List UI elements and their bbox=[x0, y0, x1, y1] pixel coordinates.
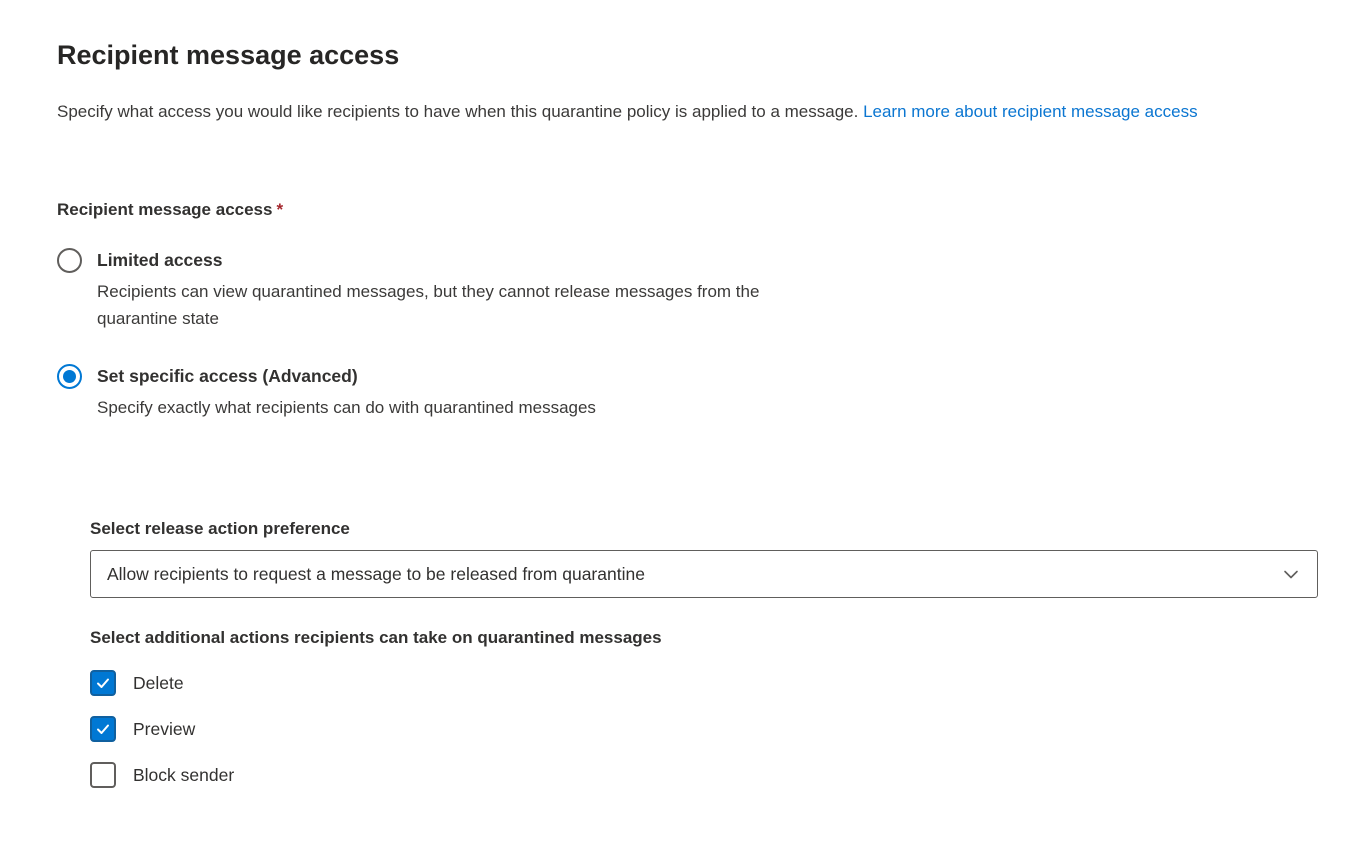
chevron-down-icon bbox=[1281, 564, 1301, 584]
page-description-text: Specify what access you would like recipients to have when this quarantine policy is applied to a message. bbox=[57, 102, 864, 121]
release-action-selected-value: Allow recipients to request a message to be released from quarantine bbox=[107, 563, 645, 584]
radio-option-set-specific-access bbox=[57, 364, 1319, 421]
checkbox-row-block-sender bbox=[90, 762, 1319, 788]
preview-checkbox-label[interactable]: Preview bbox=[133, 718, 196, 739]
access-field-label-text: Recipient message access bbox=[57, 200, 273, 219]
advanced-access-section bbox=[90, 517, 1319, 788]
limited-access-label[interactable]: Limited access bbox=[97, 250, 223, 270]
limited-access-radio[interactable] bbox=[57, 248, 82, 273]
page-description bbox=[57, 98, 1297, 126]
learn-more-link[interactable]: Learn more about recipient message access bbox=[863, 102, 1198, 121]
additional-actions-label: Select additional actions recipients can take on quarantined messages bbox=[90, 628, 662, 647]
check-icon bbox=[95, 721, 111, 737]
page-title: Recipient message access bbox=[57, 40, 400, 70]
radio-option-content bbox=[97, 364, 596, 421]
block-sender-checkbox[interactable] bbox=[90, 762, 116, 788]
additional-actions-checkbox-list bbox=[90, 670, 1319, 788]
check-icon bbox=[95, 675, 111, 691]
release-action-dropdown[interactable] bbox=[90, 550, 1318, 598]
limited-access-description: Recipients can view quarantined messages, but they cannot release messages from the quarantine state bbox=[97, 282, 760, 328]
checkbox-row-delete bbox=[90, 670, 1319, 696]
preview-checkbox[interactable] bbox=[90, 716, 116, 742]
radio-option-content bbox=[97, 248, 777, 332]
delete-checkbox-label[interactable]: Delete bbox=[133, 672, 184, 693]
set-specific-access-description: Specify exactly what recipients can do with quarantined messages bbox=[97, 398, 596, 417]
release-action-label: Select release action preference bbox=[90, 519, 350, 538]
access-radio-group bbox=[57, 248, 1319, 421]
access-field-label bbox=[57, 198, 1319, 222]
radio-option-limited-access bbox=[57, 248, 1319, 332]
set-specific-access-label[interactable]: Set specific access (Advanced) bbox=[97, 366, 358, 386]
checkbox-row-preview bbox=[90, 716, 1319, 742]
required-asterisk: * bbox=[276, 200, 284, 219]
delete-checkbox[interactable] bbox=[90, 670, 116, 696]
set-specific-access-radio[interactable] bbox=[57, 364, 82, 389]
block-sender-checkbox-label[interactable]: Block sender bbox=[133, 764, 235, 785]
